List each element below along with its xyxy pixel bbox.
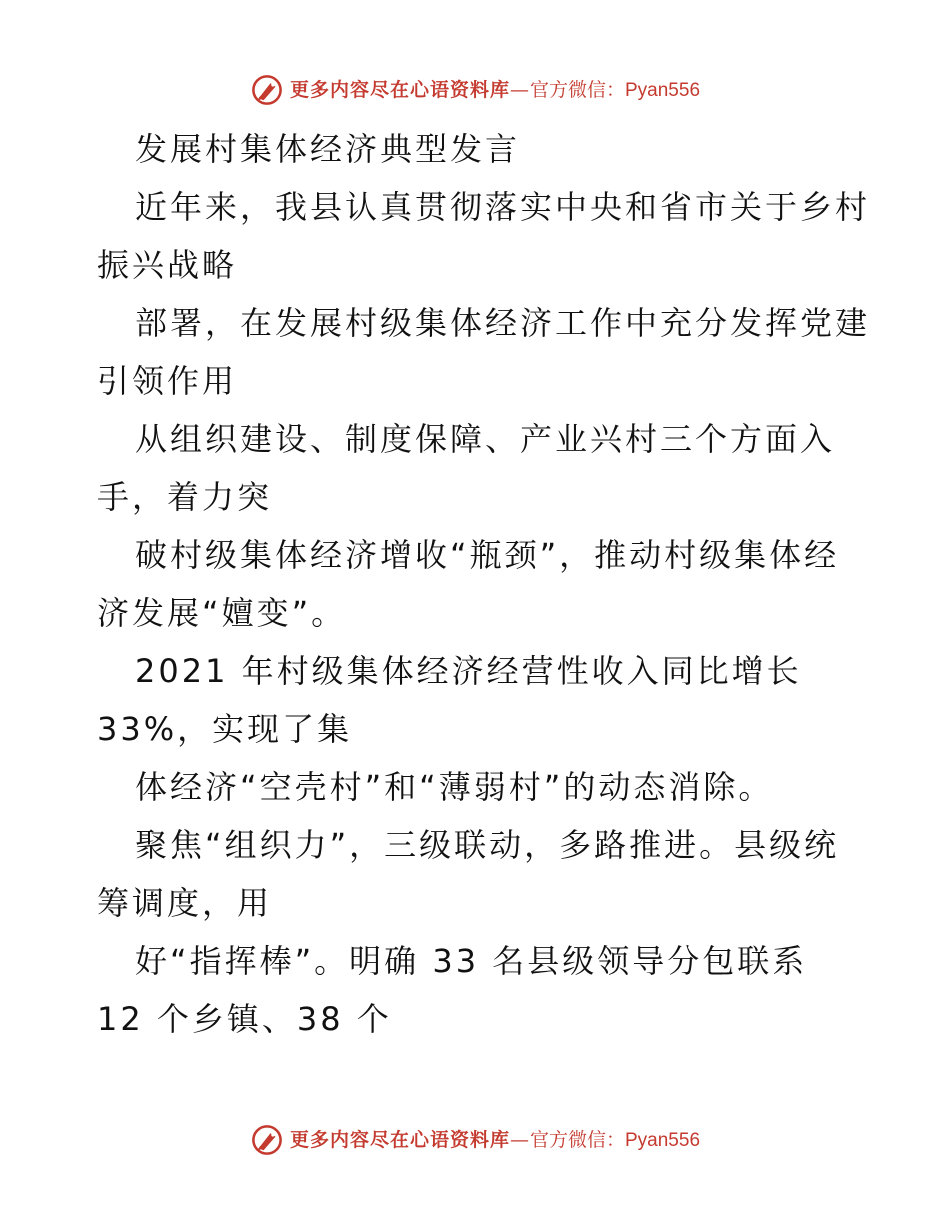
footer-banner [0, 1120, 950, 1160]
header-banner [0, 70, 950, 110]
document-line: 12 个乡镇、38 个 [97, 1000, 392, 1038]
pen-nib-logo-icon [250, 1123, 284, 1157]
pen-nib-logo-icon [250, 73, 284, 107]
header-dash: — [510, 78, 530, 101]
document-body [97, 120, 871, 1048]
document-line: 2021 年村级集体经济经营性收入同比增长 [135, 652, 802, 690]
document-line: 从组织建设、制度保障、产业兴村三个方面入 [135, 420, 836, 458]
document-line: 引领作用 [97, 362, 238, 400]
document-line: 聚焦“组织力”，三级联动，多路推进。县级统 [135, 826, 840, 864]
document-line: 发展村集体经济典型发言 [135, 130, 521, 168]
document-line: 济发展“嬗变”。 [97, 594, 347, 632]
document-line: 手，着力突 [97, 478, 273, 516]
document-line: 好“指挥棒”。明确 33 名县级领导分包联系 [135, 942, 808, 980]
footer-brand: 更多内容尽在心语资料库 [289, 1128, 510, 1151]
document-line: 振兴战略 [97, 246, 238, 284]
document-line: 破村级集体经济增收“瓶颈”，推动村级集体经 [135, 536, 840, 574]
document-line: 体经济“空壳村”和“薄弱村”的动态消除。 [135, 768, 774, 806]
document-line: 近年来，我县认真贯彻落实中央和省市关于乡村 [135, 188, 871, 226]
document-line: 部署，在发展村级集体经济工作中充分发挥党建 [135, 304, 871, 342]
footer-banner-text [290, 1120, 700, 1161]
header-brand: 更多内容尽在心语资料库 [289, 78, 510, 101]
header-wechat: 官方微信：Pyan556 [530, 79, 701, 101]
document-line: 33%，实现了集 [97, 710, 353, 748]
footer-dash: — [510, 1128, 530, 1151]
document-line: 筹调度，用 [97, 884, 273, 922]
footer-wechat: 官方微信：Pyan556 [530, 1129, 701, 1151]
header-banner-text [290, 70, 700, 111]
